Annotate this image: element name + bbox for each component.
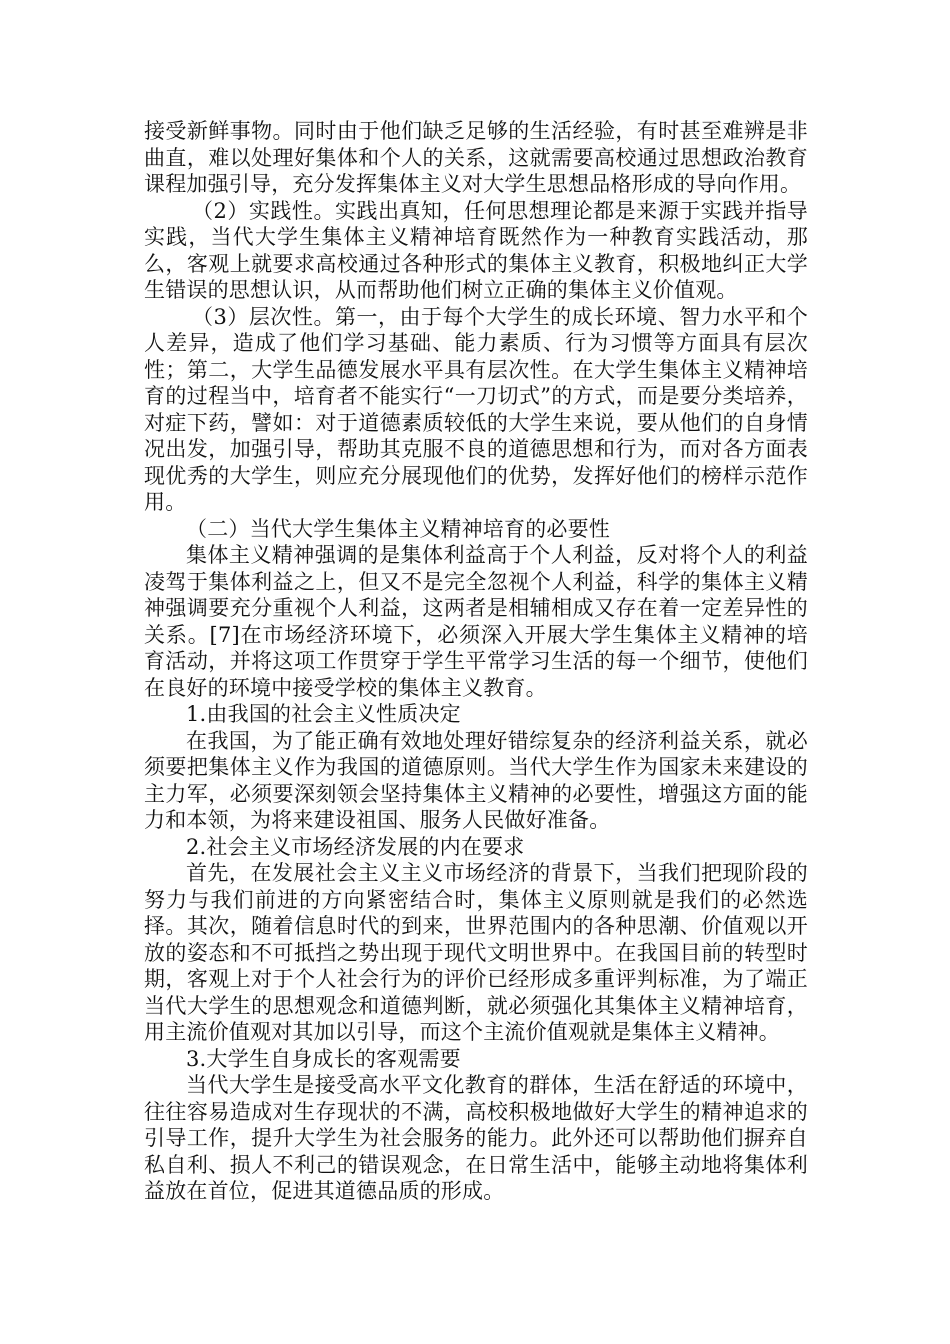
subheading-student-growth: 3.大学生自身成长的客观需要 bbox=[186, 1046, 461, 1071]
paragraph-collectivism-intro: 集体主义精神强调的是集体利益高于个人利益，反对将个人的利益凌驾于集体利益之上，但又不是完全忽视个人利益，科学的集体主义精神强调要充分重视个人利益，这两者是相辅相成又存在着一定差异性的关系。[7]在市场经济环境下，必须深入开展大学生集体主义精神的培育活动，并将这项工作贯穿于学生平常学习生活的每一个细节，使他们在良好的环境中接受学校的集体主义教育。 bbox=[144, 543, 808, 700]
paragraph-continuation: 接受新鲜事物。同时由于他们缺乏足够的生活经验，有时甚至难辨是非曲直，难以处理好集体和个人的关系，这就需要高校通过思想政治教育课程加强引导，充分发挥集体主义对大学生思想品格形成的导向作用。 bbox=[144, 119, 808, 196]
document-body bbox=[144, 118, 808, 1205]
subheading-market-economy: 2.社会主义市场经济发展的内在要求 bbox=[186, 834, 525, 859]
paragraph-student-growth: 当代大学生是接受高水平文化教育的群体，生活在舒适的环境中，往往容易造成对生存现状的不满，高校积极地做好大学生的精神追求的引导工作，提升大学生为社会服务的能力。此外还可以帮助他们摒弃自私自利、损人不利己的错误观念，在日常生活中，能够主动地将集体利益放在首位，促进其道德品质的形成。 bbox=[144, 1073, 808, 1203]
subheading-socialist-nature: 1.由我国的社会主义性质决定 bbox=[186, 702, 461, 726]
paragraph-socialist-nature: 在我国，为了能正确有效地处理好错综复杂的经济利益关系，就必须要把集体主义作为我国的道德原则。当代大学生作为国家未来建设的主力军，必须要深刻领会坚持集体主义精神的必要性，增强这方面的能力和本领，为将来建设祖国、服务人民做好准备。 bbox=[144, 728, 808, 832]
paragraph-practicality: （2）实践性。实践出真知，任何思想理论都是来源于实践并指导实践，当代大学生集体主义精神培育既然作为一种教育实践活动，那么，客观上就要求高校通过各种形式的集体主义教育，积极地纠正大学生错误的思想认识，从而帮助他们树立正确的集体主义价值观。 bbox=[144, 198, 808, 302]
section-heading-necessity: （二）当代大学生集体主义精神培育的必要性 bbox=[186, 516, 610, 541]
paragraph-hierarchy: （3）层次性。第一，由于每个大学生的成长环境、智力水平和个人差异，造成了他们学习基础、能力素质、行为习惯等方面具有层次性；第二，大学生品德发展水平具有层次性。在大学生集体主义精神培育的过程当中，培育者不能实行“一刀切式”的方式，而是要分类培养，对症下药，譬如：对于道德素质较低的大学生来说，要从他们的自身情况出发，加强引导，帮助其克服不良的道德思想和行为，而对各方面表现优秀的大学生，则应充分展现他们的优势，发挥好他们的榜样示范作用。 bbox=[144, 304, 808, 514]
paragraph-market-economy: 首先，在发展社会主义主义市场经济的背景下，当我们把现阶段的努力与我们前进的方向紧密结合时，集体主义原则就是我们的必然选择。其次，随着信息时代的到来，世界范围内的各种思潮、价值观以开放的姿态和不可抵挡之势出现于现代文明世界中。在我国目前的转型时期，客观上对于个人社会行为的评价已经形成多重评判标准，为了端正当代大学生的思想观念和道德判断，就必须强化其集体主义精神培育，用主流价值观对其加以引导，而这个主流价值观就是集体主义精神。 bbox=[144, 861, 808, 1044]
